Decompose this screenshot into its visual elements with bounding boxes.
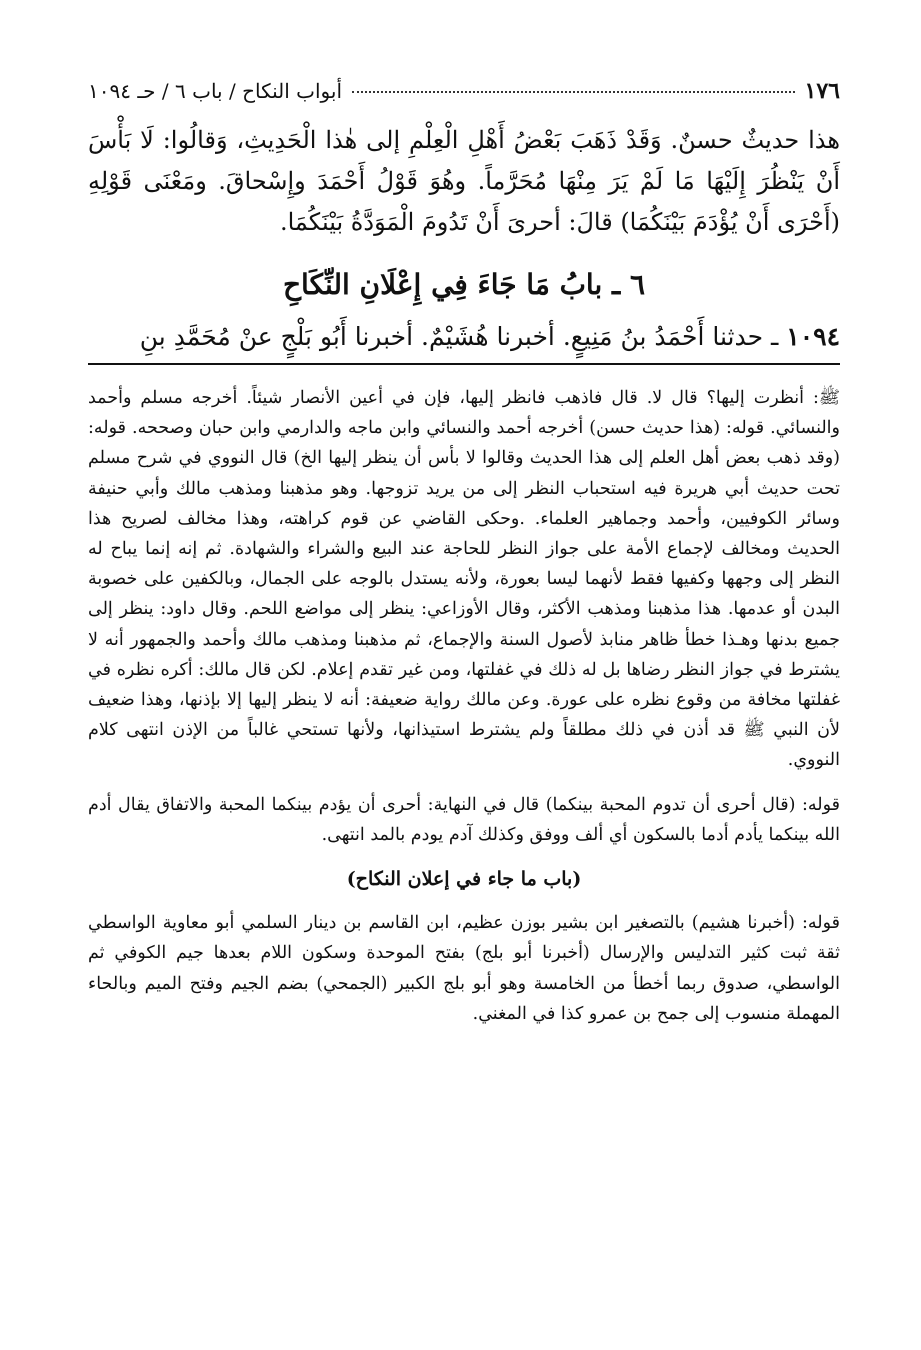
- hadith-number: ١٠٩٤: [786, 322, 840, 351]
- chapter-title: ٦ ـ بابُ مَا جَاءَ فِي إِعْلَانِ النِّكَاحِ: [282, 268, 645, 301]
- hadith-main-text: هذا حديثٌ حسنٌ. وَقَدْ ذَهَبَ بَعْضُ أَهْلِ الْعِلْمِ إلى هٰذا الْحَدِيثِ، وَقالُوا: لَا بَأْسَ أَنْ يَنْظُرَ إِلَيْهَا مَا لَمْ يَرَ مِنْهَا مُحَرَّماً. وهُوَ قَوْلُ أَحْمَدَ وإِسْحاقَ. ومَعْنَى قَوْلِهِ (أَحْرَى أَنْ يُؤْدَمَ بَيْنَكُمَا) قالَ: أحرىَ أَنْ تَدُومَ الْمَوَدَّةُ بَيْنَكُمَا.: [88, 126, 840, 236]
- commentary: [88, 383, 840, 1029]
- page-number: ١٧٦: [804, 78, 840, 104]
- hadith-chain: ـ حدثنا أَحْمَدُ بنُ مَنِيعٍ. أخبرنا هُشَيْمٌ. أخبرنا أَبُو بَلْجٍ عنْ مُحَمَّدِ بنِ: [139, 322, 779, 351]
- commentary-paragraph: قوله: (قال أحرى أن تدوم المحبة بينكما) قال في النهاية: أحرى أن يؤدم بينكما المحبة والاتفاق يقال أدم الله بينكما يأدم أدما بالسكون أي ألف ووفق وكذلك آدم يودم بالمد انتهى.: [88, 794, 840, 845]
- commentary-paragraph: قوله: (أخبرنا هشيم) بالتصغير ابن بشير بوزن عظيم، ابن القاسم بن دينار السلمي أبو معاوية الواسطي ثقة ثبت كثير التدليس والإرسال (أخبرنا أبو بلج) بفتح الموحدة وسكون اللام بعدها جيم الكوفي ثم الواسطي، صدوق ربما أخطأ من الخامسة وهو أبو بلج الكبير (الجمحي) بضم الجيم وفتح الميم وبالحاء المهملة منسوب إلى جمح بن عمرو كذا في المغني.: [88, 913, 840, 1024]
- hadith-opening: [88, 315, 840, 359]
- commentary-paragraph: ﷺ: أنظرت إليها؟ قال لا. قال فاذهب فانظر إليها، فإن في أعين الأنصار شيئاً. أخرجه مسلم وأحمد والنسائي. قوله: (هذا حديث حسن) أخرجه أحمد والنسائي وابن ماجه والدارمي وابن حبان وصححه. قوله: (وقد ذهب بعض أهل العلم إلى هذا الحديث وقالوا لا بأس أن ينظر إليها الخ) قال النووي في شرح مسلم تحت حديث أبي هريرة فيه استحباب النظر إلى من يريد تزوجها. وهو مذهبنا ومذهب مالك وأبي حنيفة وسائر الكوفيين، وأحمد وجماهير العلماء. .وحكى القاضي عن قوم كراهته، وهذا مخالف لصريح هذا الحديث ومخالف لإجماع الأمة على جواز النظر للحاجة عند البيع والشراء والشهادة. ثم إنه إنما يباح له النظر إلى وجهها وكفيها فقط لأنهما ليسا بعورة، ولأنه يستدل بالوجه على الجمال، وبالكفين على خصوبة البدن أو عدمها. هذا مذهبنا ومذهب الأكثر، وقال الأوزاعي: ينظر إلى مواضع اللحم. وقال داود: ينظر إلى جميع بدنها وهـذا خطأ ظاهر منابذ لأصول السنة والإجماع، ثم مذهبنا ومذهب مالك وأحمد والجمهور أنه لا يشترط في جواز النظر رضاها بل له ذلك في غفلتها، ومن غير تقدم إعلام. لكن قال مالك: أكره نظره في غفلتها مخافة من وقوع نظره على عورة. وعن مالك رواية ضعيفة: أنه لا ينظر إليها إلا بإذنها، وهذا ضعيف لأن النبي ﷺ قد أذن في ذلك مطلقاً ولم يشترط استيذانها، ولأنها تستحي غالباً من الإذن انتهى كلام النووي.: [88, 388, 840, 771]
- running-header: [88, 78, 840, 112]
- footnote-separator: [88, 363, 840, 365]
- header-dot-leader: [352, 91, 795, 93]
- book-page: [88, 78, 840, 1029]
- chapter-reference: أبواب النكاح / باب ٦ / حـ ١٠٩٤: [88, 79, 342, 103]
- commentary-section-title: (باب ما جاء في إعلان النكاح): [346, 868, 582, 891]
